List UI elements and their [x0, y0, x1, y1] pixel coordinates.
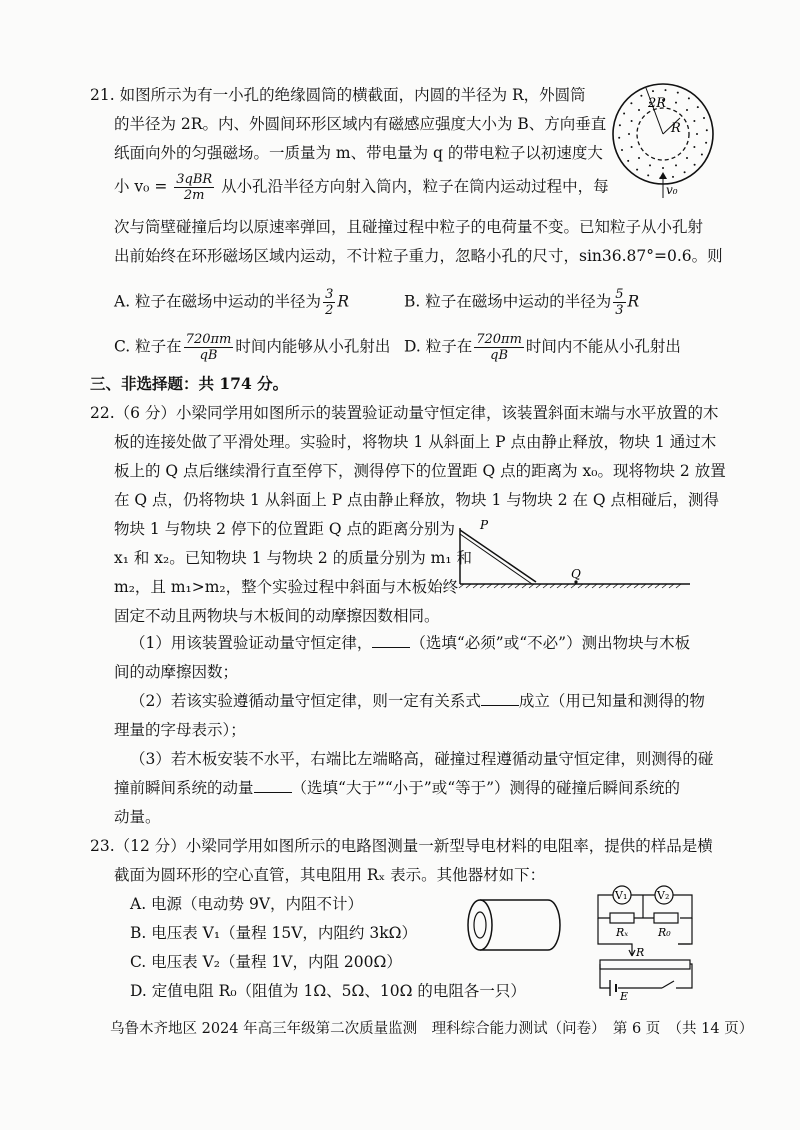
- section-3-heading: 三、非选择题：共 174 分。: [90, 374, 289, 393]
- v0-fraction: [174, 172, 214, 203]
- field-dot: [631, 120, 633, 122]
- rheostat-slider-icon: [612, 944, 635, 956]
- q22-line-3: 板上的 Q 点后继续滑行直至停下，测得停下的位置距 Q 点的距离为 x₀。现将物块 2 放置: [114, 462, 726, 480]
- tube-front-rim: [468, 900, 492, 950]
- q23-circuit-diagram: [592, 884, 700, 1003]
- q22-line-2: 板的连接处做了平滑处理。实验时，将物块 1 从斜面上 P 点由静止释放，物块 1 通过木: [114, 433, 717, 451]
- q21-line-3: 纸面向外的匀强磁场。一质量为 m、带电量为 q 的带电粒子以初速度大: [114, 144, 603, 162]
- q22-line-7: m₂，且 m₁>m₂，整个实验过程中斜面与木板始终: [114, 578, 459, 596]
- field-dot: [693, 146, 695, 148]
- field-dot: [686, 109, 688, 111]
- q22-sub-3-end: 动量。: [114, 808, 161, 826]
- q23-item-c: C. 电压表 V₂（量程 1V，内阻 200Ω）: [130, 953, 402, 971]
- field-dot: [706, 129, 708, 131]
- q22-line-1: 22.（6 分）小梁同学用如图所示的装置验证动量守恒定律，该装置斜面末端与水平放置的木: [90, 404, 719, 422]
- q23-line-1: 23.（12 分）小梁同学用如图所示的电路图测量一新型导电材料的电阻率，提供的样品是横: [90, 837, 713, 855]
- switch-icon[interactable]: [662, 981, 674, 988]
- option-d-fraction: [474, 332, 524, 363]
- v0-label: 小 v₀ =: [114, 177, 168, 196]
- q23-item-a: A. 电源（电动势 9V，内阻不计）: [130, 895, 364, 913]
- q23-item-d: D. 定值电阻 R₀（阻值为 1Ω、5Ω、10Ω 的电阻各一只）: [130, 982, 526, 1000]
- field-dot: [697, 106, 699, 108]
- hollow-tube-figure: [466, 896, 562, 954]
- resistor-rx-icon: [610, 913, 634, 923]
- q22-line-5: 物块 1 与物块 2 停下的位置距 Q 点的距离分别为: [114, 520, 455, 538]
- field-dot: [630, 102, 632, 104]
- field-dot: [647, 174, 649, 176]
- q21-line-4-text: 从小孔沿半径方向射入筒内，粒子在筒内运动过程中，每: [221, 177, 609, 196]
- option-b-text: B. 粒子在磁场中运动的半径为: [404, 292, 612, 311]
- q21-line-1: 21. 如图所示为有一小孔的绝缘圆筒的横截面，内圆的半径为 R，外圆筒: [90, 86, 586, 104]
- q21-option-b: [404, 287, 639, 318]
- option-d-tail: 时间内不能从小孔射出: [525, 337, 681, 356]
- answer-blank-1[interactable]: [372, 633, 410, 648]
- option-b-fraction: [613, 287, 625, 318]
- option-c-fraction: [184, 332, 234, 363]
- page-footer: 乌鲁木齐地区 2024 年高三年级第二次质量监测 理科综合能力测试（问卷） 第 6 页 （共 14 页）: [110, 1021, 754, 1037]
- q22-sub-3: （3）若木板安装不水平，右端比左端略高，碰撞过程遵循动量守恒定律，则测得的碰: [130, 750, 714, 768]
- v0-denominator: 2m: [183, 188, 205, 203]
- option-c-tail: 时间内能够从小孔射出: [235, 337, 391, 356]
- tube-back-rim: [548, 900, 560, 950]
- v1-label: V₁: [615, 889, 628, 902]
- field-dot: [623, 113, 625, 115]
- option-b-num: 5: [615, 287, 624, 302]
- rheostat-label: R: [636, 946, 645, 959]
- incline-surface: [460, 530, 536, 582]
- option-a-unit: R: [337, 292, 350, 311]
- q21-option-a: [114, 287, 349, 318]
- field-dot: [619, 124, 621, 126]
- field-dot: [652, 90, 654, 92]
- rheostat-icon: [600, 960, 690, 969]
- field-dot: [675, 164, 677, 166]
- point-p-label: P: [480, 518, 489, 532]
- field-dot: [649, 164, 651, 166]
- q22-line-4: 在 Q 点，仍将物块 1 从斜面上 P 点由静止释放，物块 1 与物块 2 在 Q 点相碰后，测得: [114, 491, 720, 509]
- field-dot: [672, 176, 674, 178]
- field-dot: [696, 133, 698, 135]
- option-a-fraction: [323, 287, 335, 318]
- sub-1-text-a: （1）用该装置验证动量守恒定律，: [130, 634, 373, 652]
- q22-sub-1: [130, 632, 690, 654]
- option-c-num: 720πm: [185, 332, 232, 347]
- q22-line-8: 固定不动且两物块与木板间的动摩擦因数相同。: [114, 607, 440, 625]
- option-a-num: 3: [325, 287, 334, 302]
- field-dot: [701, 154, 703, 156]
- field-dot: [694, 164, 696, 166]
- field-dot: [628, 133, 630, 135]
- option-d-num: 720πm: [476, 332, 522, 347]
- option-b-unit: R: [627, 292, 640, 311]
- q21-line-4: [114, 172, 609, 203]
- sub-3-text-c: （选填“大于”“小于”或“等于”）测得的碰撞后瞬间系统的: [291, 779, 681, 797]
- field-dot: [638, 109, 640, 111]
- option-d-den: qB: [490, 348, 509, 363]
- q22-line-6: x₁ 和 x₂。已知物块 1 与物块 2 的质量分别为 m₁ 和: [114, 549, 472, 567]
- answer-blank-2[interactable]: [481, 691, 519, 706]
- rx-label: Rₓ: [616, 926, 629, 939]
- field-dot: [665, 89, 667, 91]
- sub-3-text-b: 撞前瞬间系统的动量: [114, 779, 254, 797]
- option-b-den: 3: [615, 303, 624, 318]
- battery-loop-wiring: [600, 964, 692, 988]
- emf-label: E: [620, 990, 629, 1003]
- inner-radius-label: R: [671, 121, 681, 136]
- v0-numerator: 3qBR: [176, 172, 213, 187]
- field-dot: [621, 149, 623, 151]
- option-d-text: D. 粒子在: [404, 337, 473, 356]
- q22-incline-figure: [458, 520, 694, 588]
- sub-1-text-b: （选填“必须”或“不必”）测出物块与木板: [410, 634, 691, 652]
- field-dot: [686, 157, 688, 159]
- field-dot: [618, 137, 620, 139]
- sub-2-text-a: （2）若该实验遵循动量守恒定律，则一定有关系式: [130, 692, 481, 710]
- point-q-label: Q: [571, 567, 581, 581]
- field-dot: [675, 102, 677, 104]
- v2-label: V₂: [657, 889, 670, 902]
- r0-label: R₀: [658, 926, 671, 939]
- option-a-den: 2: [325, 303, 334, 318]
- q21-cylinder-figure: [608, 80, 718, 198]
- outer-radius-line: [646, 88, 663, 134]
- q21-line-2: 的半径为 2R。内、外圆间环形区域内有磁感应强度大小为 B、方向垂直: [114, 115, 607, 133]
- field-dot: [662, 167, 664, 169]
- q22-sub-2: [130, 690, 705, 712]
- q22-sub-2-cont: 理量的字母表示）；: [114, 721, 246, 739]
- field-dot: [640, 95, 642, 97]
- q21-option-c: [114, 332, 390, 363]
- field-dot: [703, 117, 705, 119]
- velocity-label: v₀: [666, 183, 678, 197]
- resistor-r0-icon: [654, 913, 678, 923]
- arrow-head-icon: [659, 172, 667, 179]
- incline-underside: [460, 534, 532, 584]
- q23-line-2: 截面为圆环形的空心直管，其电阻用 Rₓ 表示。其他器材如下：: [114, 866, 546, 884]
- field-dot: [684, 171, 686, 173]
- field-dot: [705, 142, 707, 144]
- q23-item-b: B. 电压表 V₁（量程 15V，内阻约 3kΩ）: [130, 924, 417, 942]
- sub-2-text-b: 成立（用已知量和测得的物: [518, 692, 705, 710]
- q21-line-5: 次与筒壁碰撞后均以原速率弹回，且碰撞过程中粒子的电荷量不变。已知粒子从小孔射: [114, 218, 704, 236]
- q21-line-6: 出前始终在环形磁场区域内运动，不计粒子重力，忽略小孔的尺寸，sin36.87°=0.6。则: [114, 247, 723, 265]
- field-dot: [636, 169, 638, 171]
- field-dot: [638, 157, 640, 159]
- option-c-text: C. 粒子在: [114, 337, 182, 356]
- field-dot: [677, 92, 679, 94]
- field-dot: [631, 146, 633, 148]
- q21-option-d: [404, 332, 681, 363]
- field-dot: [693, 120, 695, 122]
- option-a-text: A. 粒子在磁场中运动的半径为: [114, 292, 322, 311]
- field-dot: [627, 160, 629, 162]
- q22-sub-1-cont: 间的动摩擦因数；: [114, 663, 239, 681]
- q22-sub-3-cont: [114, 777, 680, 799]
- answer-blank-3[interactable]: [254, 778, 292, 793]
- option-c-den: qB: [199, 348, 218, 363]
- outer-radius-label: 2R: [648, 96, 667, 111]
- field-dot: [688, 97, 690, 99]
